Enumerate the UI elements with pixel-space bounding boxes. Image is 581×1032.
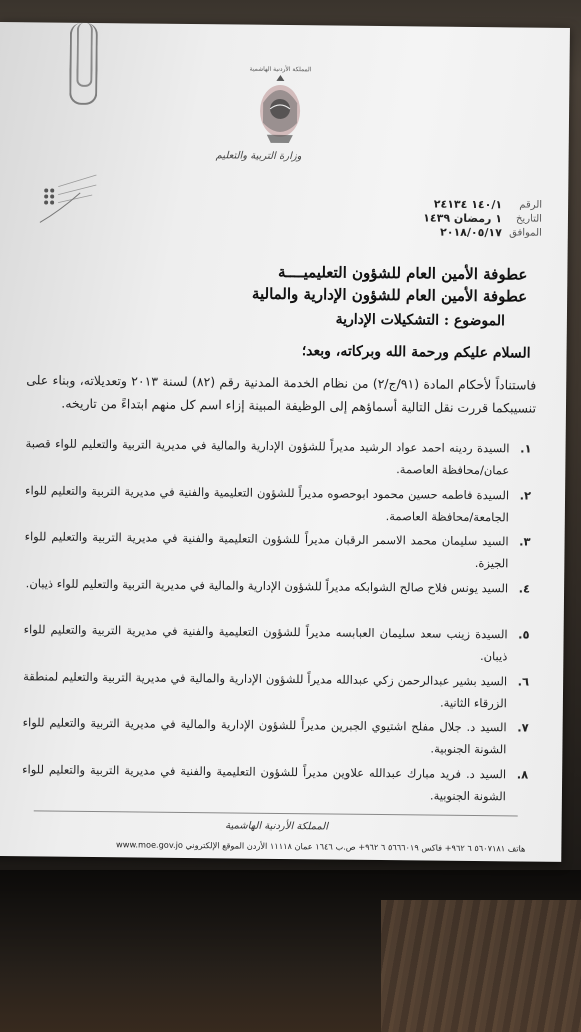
ref-number-row [422,196,542,211]
list-item-text: السيد سليمان محمد الاسمر الرقبان مديراً للشؤون التعليمية والفنية في مديرية التربية والتعليم للواء الجيزة. [24,529,509,571]
greeting-line: السلام عليكم ورحمة الله وبركاته، وبعد؛ [301,343,531,362]
list-item-text: السيد د. جلال مفلح اشتيوي الجبرين مديراً للشؤون الإدارية والمالية في مديرية التربية والتعليم للواء الشونة الجنوبية. [22,715,507,757]
list-item-text: السيد د. فريد مبارك عبدالله علاوين مديراً للشؤون التعليمية والفنية في مديرية التربية والتعليم للواء الشونة الجنوبية. [22,761,507,803]
list-item-number: ٦. [517,673,530,689]
list-item-number: ٣. [519,534,531,549]
list-item [22,711,528,763]
kingdom-top-text: المملكة الأردنية الهاشمية [249,65,312,74]
ref-corr-row [422,224,542,239]
list-item-text: السيدة ردينه احمد عواد الرشيد مديراً للشؤون الإدارية والمالية في مديرية التربية والتعليم للواء قصبة عمان/محافظة العاصمة. [25,436,510,478]
intro-paragraph: فاستناداً لأحكام المادة (٩١/ج/٢) من نظام الخدمة المدنية رقم (٨٢) لسنة ٢٠١٣ وتعديلاته، وبناء على تنسيبكما قررت نقل التالية أسماؤهم إلى الوظيفة المبينة إزاء اسم كل منهم ابتداءً من تاريخه. [26,372,537,416]
list-item-number: ٨. [516,766,529,782]
list-item-text: السيد يونس فلاح صالح الشوابكه مديراً للشؤون الإدارية والمالية في مديرية التربية والتعليم للواء ذيبان. [25,575,509,595]
list-item [24,572,530,624]
list-item [23,665,529,717]
ref-corr-label: الموافق [509,226,542,239]
reference-block [422,196,542,239]
footer-contact: هاتف ٥٦٠٧١٨١ ٦ ٩٦٢+ فاكس ٥٦٦٦٠١٩ ٦ ٩٦٢+ ص.ب ١٦٤٦ عمان ١١١١٨ الأردن الموقع الإلكتروني www.moe.gov.jo [116,839,526,854]
addressee-line-1: عطوفة الأمين العام للشؤون التعليميــــة [277,262,528,284]
list-item-number: ١. [520,441,532,456]
footer-kingdom: المملكة الأردنية الهاشمية [225,820,329,833]
list-item [24,525,530,577]
ref-date-label: التاريخ [515,212,543,225]
addressee-block [252,261,528,308]
jordan-coat-of-arms-icon [249,63,312,155]
list-item-number: ٤. [518,580,531,596]
stamp-logo-icon [36,182,101,233]
list-item-number: ٢. [519,487,532,503]
list-item-text: السيدة زينب سعد سليمان العبابسه مديراً للشؤون التعليمية والفنية في مديرية التربية والتعليم للواء ذيبان. [23,622,508,664]
transfer-list [22,432,532,809]
footer-divider [34,810,518,816]
list-item-text: السيدة فاطمه حسين محمود ابوحصوه مديراً للشؤون التعليمية والفنية في مديرية التربية والتعليم للواء الجامعة/محافظة العاصمة. [25,482,510,524]
list-item [22,758,528,810]
list-item-number: ٧. [517,720,529,735]
ministry-name: وزارة التربية والتعليم [215,150,302,163]
ref-date-value: ١ رمضان ١٤٣٩ [423,210,503,225]
ref-date-row [422,210,542,225]
list-item [25,432,531,484]
list-item-number: ٥. [518,627,530,642]
list-item [23,618,529,670]
letter-page [0,22,570,862]
ref-number-label: الرقم [519,198,543,211]
subject-line: الموضوع : التشكيلات الإدارية [335,311,505,330]
ref-corr-value: ٢٠١٨/٠٥/١٧ [440,225,502,239]
list-item-text: السيد بشير عبدالرحمن زكي عبدالله مديراً للشؤون الإدارية والمالية في مديرية التربية والتعليم لمنطقة الزرقاء الثانية. [23,668,508,710]
paperclip-inner [76,23,93,87]
list-item [25,479,531,531]
wood-floor [381,900,581,1032]
ref-number-value: ١٤٠/١ ٢٤١٣٤ [433,197,503,211]
addressee-line-2: عطوفة الأمين العام للشؤون الإدارية والمالية [251,284,528,306]
